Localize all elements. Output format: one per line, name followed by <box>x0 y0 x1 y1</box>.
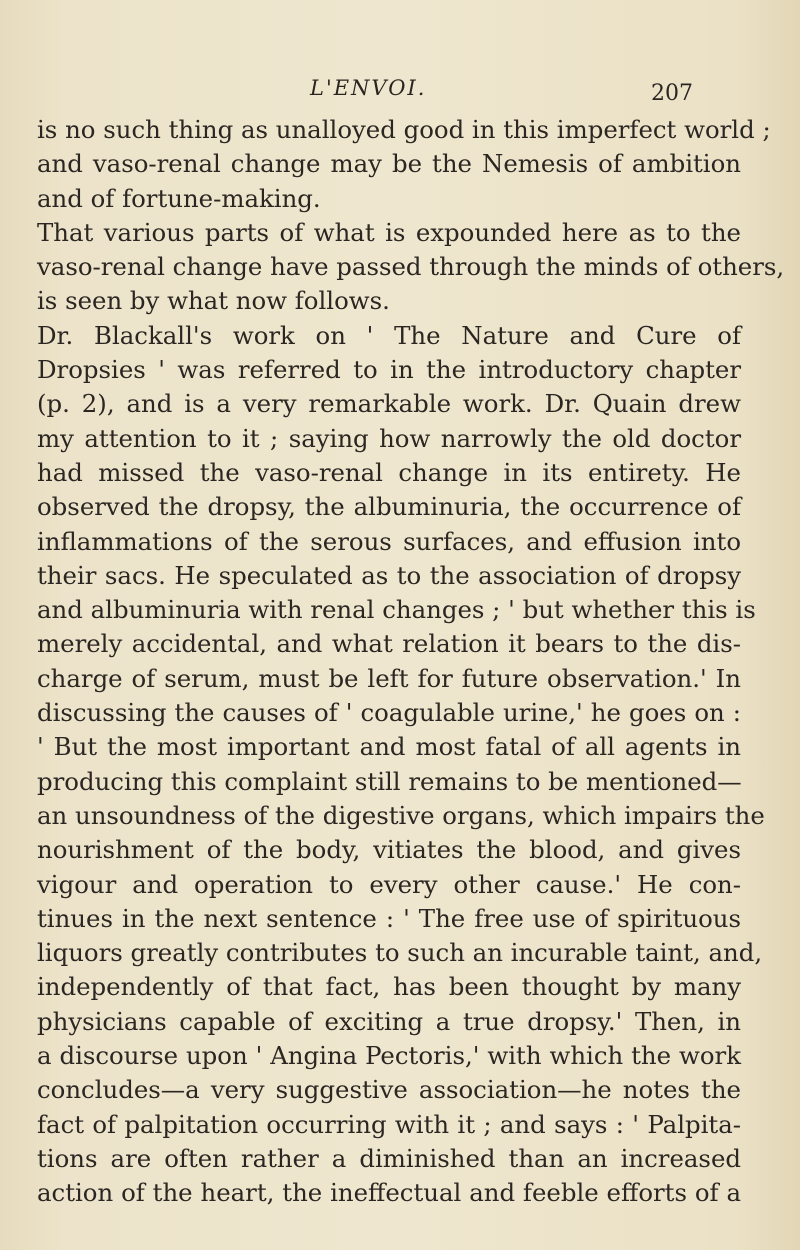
text-line: liquors greatly contributes to such an incurable taint, and, <box>37 938 763 968</box>
page-header <box>0 72 800 112</box>
page-number: 207 <box>651 81 693 106</box>
text-line: is seen by what now follows. <box>37 286 390 316</box>
text-line: nourishment of the body, vitiates the blood, and gives <box>37 835 741 865</box>
text-line: discussing the causes of ' coagulable urine,' he goes on : <box>37 698 741 728</box>
text-line: fact of palpitation occurring with it ; and says : ' Palpita- <box>37 1109 741 1139</box>
text-line: physicians capable of exciting a true dropsy.' Then, in <box>37 1006 741 1036</box>
text-line: Dr. Blackall's work on ' The Nature and Cure of <box>37 320 741 350</box>
text-line: vaso-renal change have passed through the minds of others, <box>37 252 785 282</box>
running-title: L'ENVOI. <box>310 76 427 100</box>
text-line: producing this complaint still remains to be mentioned— <box>37 766 742 796</box>
text-line: merely accidental, and what relation it bears to the dis- <box>37 629 741 659</box>
body-text <box>37 113 785 1211</box>
text-line: ' But the most important and most fatal of all agents in <box>37 732 741 762</box>
text-line: (p. 2), and is a very remarkable work. Dr. Quain drew <box>37 389 741 419</box>
text-line: a discourse upon ' Angina Pectoris,' with which the work <box>37 1041 741 1071</box>
text-line: tinues in the next sentence : ' The free use of spirituous <box>37 903 741 933</box>
text-line: observed the dropsy, the albuminuria, the occurrence of <box>37 492 741 522</box>
text-line: Dropsies ' was referred to in the introductory chapter <box>37 355 741 385</box>
text-line: had missed the vaso-renal change in its entirety. He <box>37 457 741 487</box>
text-line: tions are often rather a diminished than an increased <box>37 1143 741 1173</box>
text-line: my attention to it ; saying how narrowly the old doctor <box>37 423 741 453</box>
text-line: action of the heart, the ineffectual and feeble efforts of a <box>37 1178 741 1208</box>
text-line: and vaso-renal change may be the Nemesis of ambition <box>37 149 741 179</box>
text-line: their sacs. He speculated as to the association of dropsy <box>37 560 741 590</box>
text-line: That various parts of what is expounded here as to the <box>37 217 741 247</box>
text-line: an unsoundness of the digestive organs, which impairs the <box>37 800 765 830</box>
text-line: and of fortune-making. <box>37 183 321 213</box>
text-line: and albuminuria with renal changes ; ' but whether this is <box>37 595 756 625</box>
text-line: concludes—a very suggestive association—he notes the <box>37 1075 741 1105</box>
text-line: inflammations of the serous surfaces, and effusion into <box>37 526 741 556</box>
text-line: vigour and operation to every other cause.' He con- <box>37 869 741 899</box>
text-line: charge of serum, must be left for future observation.' In <box>37 663 741 693</box>
text-line: is no such thing as unalloyed good in this imperfect world ; <box>37 115 771 144</box>
text-line: independently of that fact, has been thought by many <box>37 972 741 1002</box>
